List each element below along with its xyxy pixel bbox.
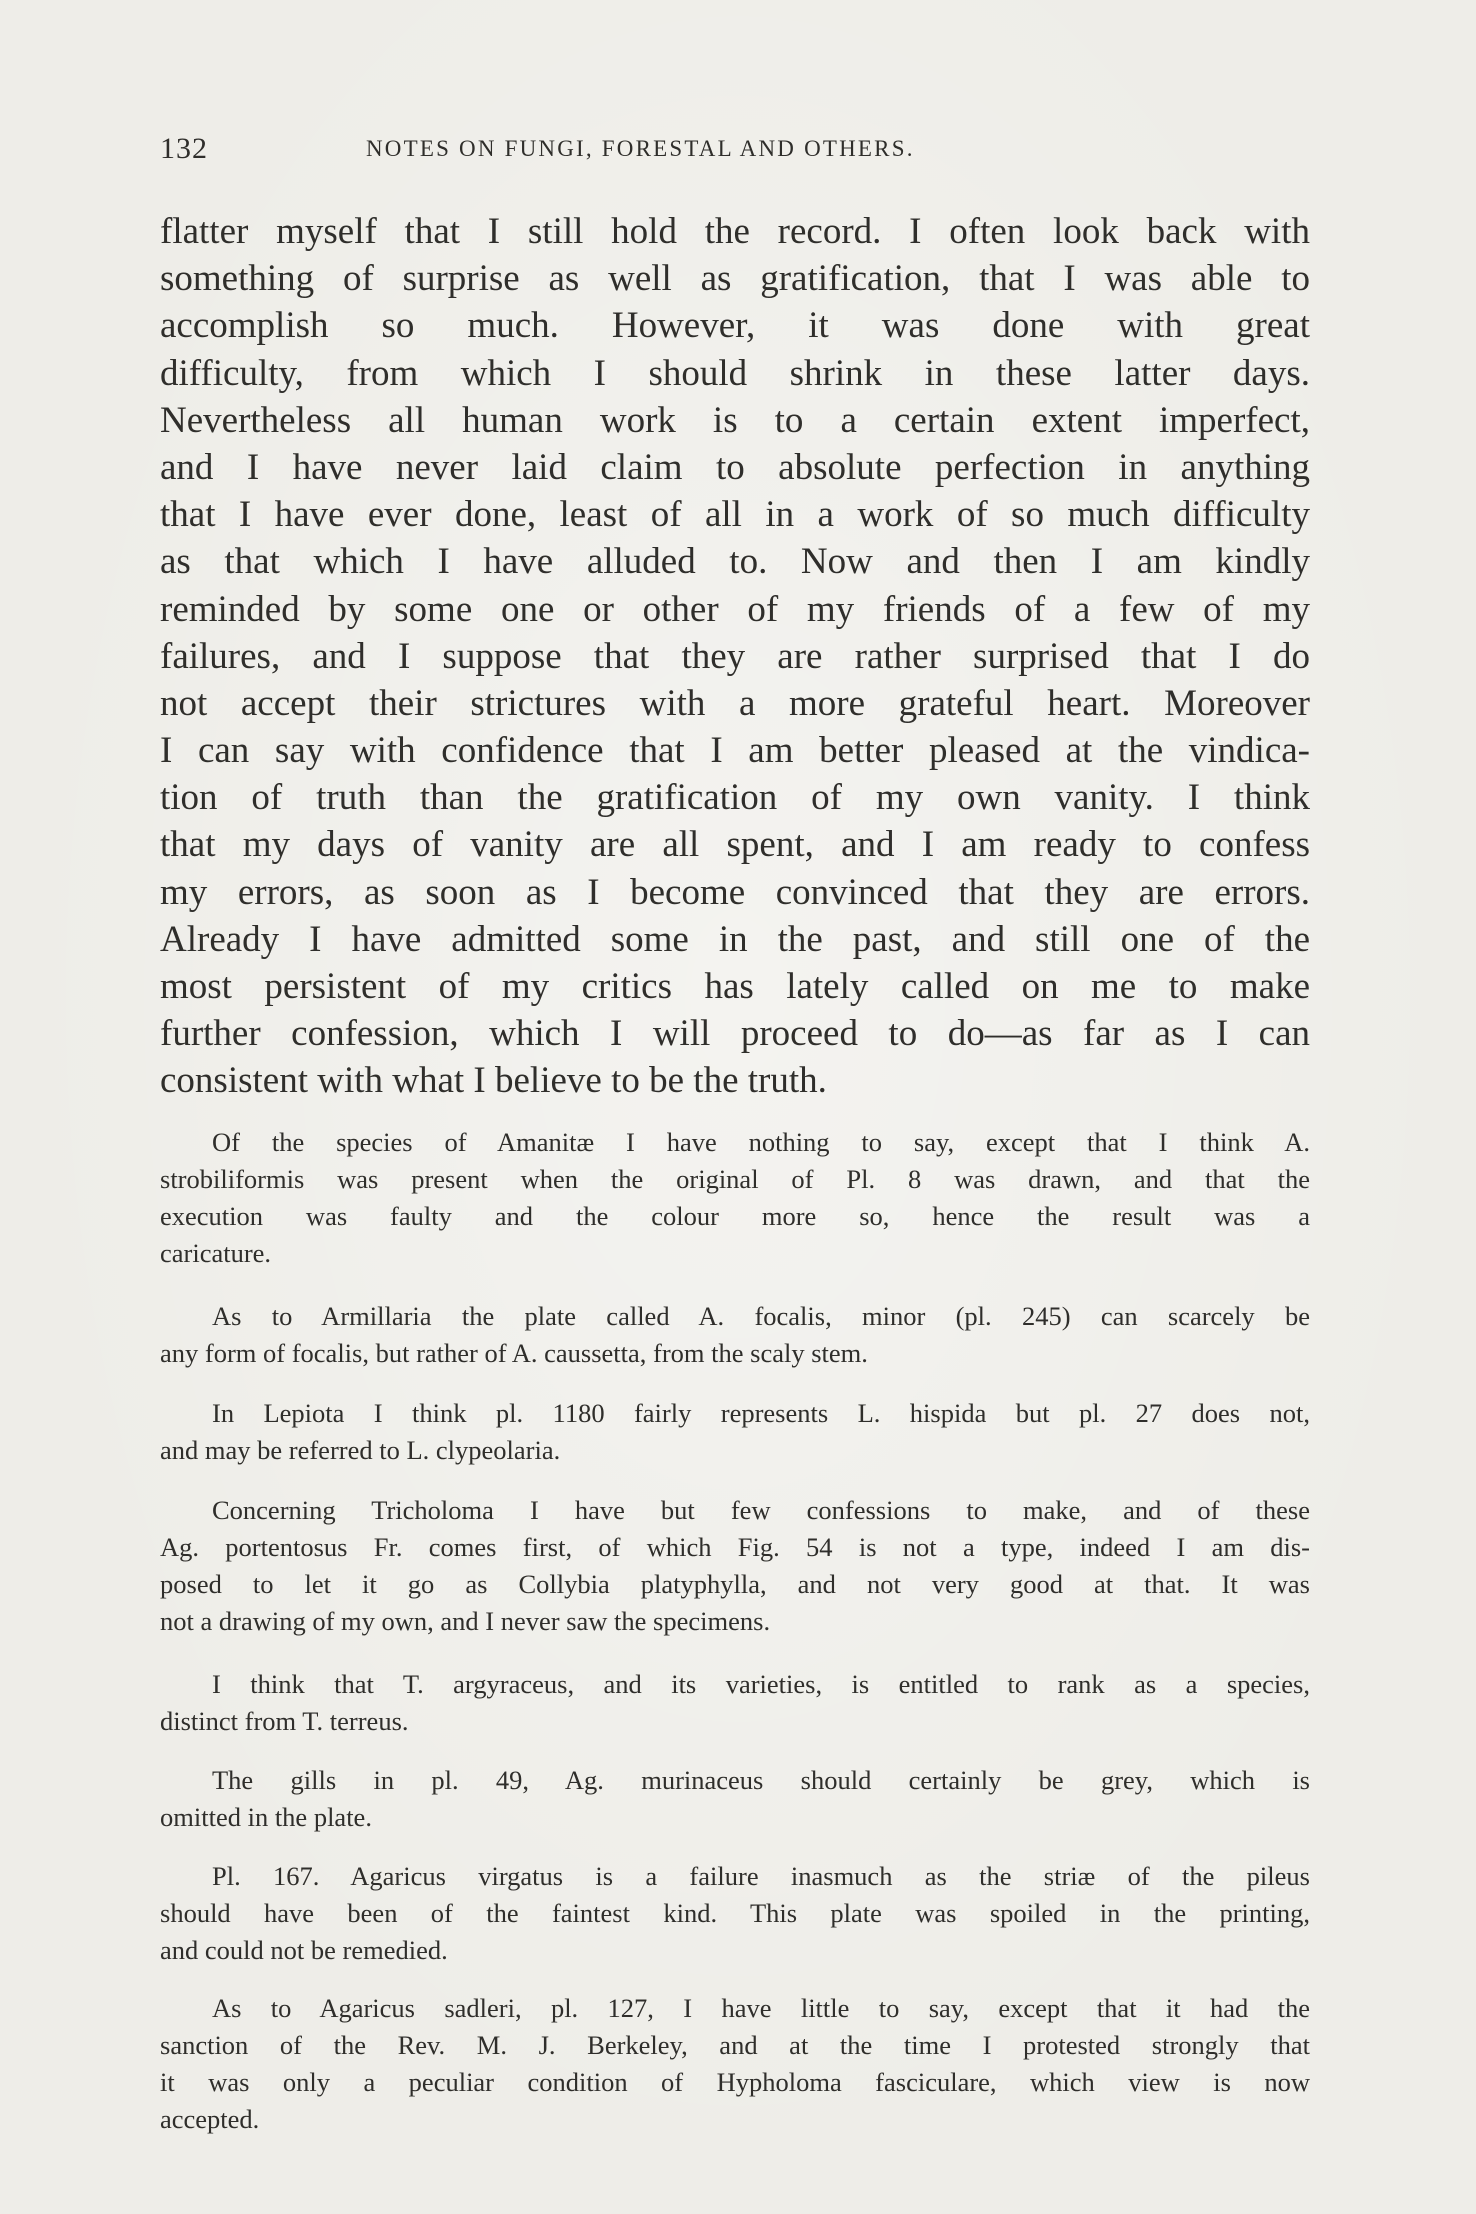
note-line: posed to let it go as Collybia platyphylla, and not very good at that. It was: [160, 1569, 1310, 1599]
note-line: The gills in pl. 49, Ag. murinaceus should certainly be grey, which is: [212, 1765, 1310, 1795]
note-line: and may be referred to L. clypeolaria.: [160, 1435, 561, 1465]
text-line: failures, and I suppose that they are rather surprised that I do: [160, 635, 1310, 677]
note-tricholoma: [160, 1492, 1310, 1640]
note-line: Concerning Tricholoma I have but few confessions to make, and of these: [212, 1495, 1310, 1525]
text-line: most persistent of my critics has lately called on me to make: [160, 966, 1310, 1007]
note-line: As to Agaricus sadleri, pl. 127, I have little to say, except that it had the: [212, 1993, 1310, 2023]
note-line: strobiliformis was present when the original of Pl. 8 was drawn, and that the: [160, 1164, 1310, 1194]
note-line: distinct from T. terreus.: [160, 1706, 409, 1736]
note-sadleri: [160, 1990, 1310, 2138]
text-line: consistent with what I believe to be the truth.: [160, 1060, 827, 1102]
note-virgatus: [160, 1858, 1310, 1969]
note-murinaceus: [160, 1762, 1310, 1836]
text-line: reminded by some one or other of my friends of a few of my: [160, 588, 1310, 630]
note-line: sanction of the Rev. M. J. Berkeley, and at the time I protested strongly that: [160, 2030, 1310, 2060]
note-armillaria: [160, 1298, 1310, 1372]
text-line: that my days of vanity are all spent, and I am ready to confess: [160, 824, 1310, 866]
note-line: accepted.: [160, 2104, 260, 2134]
note-line: should have been of the faintest kind. This plate was spoiled in the printing,: [160, 1898, 1310, 1928]
text-line: and I have never laid claim to absolute perfection in anything: [160, 446, 1310, 488]
text-line: difficulty, from which I should shrink in these latter days.: [160, 352, 1310, 394]
text-line: not accept their strictures with a more grateful heart. Moreover: [160, 682, 1310, 724]
note-line: and could not be remedied.: [160, 1935, 448, 1965]
note-line: omitted in the plate.: [160, 1802, 372, 1832]
text-line: further confession, which I will proceed to do—as far as I can: [160, 1013, 1310, 1055]
note-line: Ag. portentosus Fr. comes first, of which Fig. 54 is not a type, indeed I am dis-: [160, 1532, 1310, 1562]
note-argyraceus: [160, 1666, 1310, 1740]
note-line: it was only a peculiar condition of Hypholoma fasciculare, which view is now: [160, 2067, 1310, 2097]
text-line: that I have ever done, least of all in a work of so much difficulty: [160, 494, 1310, 536]
note-line: Of the species of Amanitæ I have nothing to say, except that I think A.: [212, 1127, 1310, 1157]
note-line: execution was faulty and the colour more so, hence the result was a: [160, 1201, 1310, 1231]
note-line: As to Armillaria the plate called A. focalis, minor (pl. 245) can scarcely be: [212, 1301, 1310, 1331]
text-line: Nevertheless all human work is to a certain extent imperfect,: [160, 399, 1310, 441]
note-line: not a drawing of my own, and I never saw the specimens.: [160, 1606, 771, 1636]
text-line: I can say with confidence that I am better pleased at the vindica-: [160, 730, 1310, 772]
text-line: as that which I have alluded to. Now and then I am kindly: [160, 541, 1310, 583]
text-line: tion of truth than the gratification of my own vanity. I think: [160, 777, 1310, 819]
text-line: Already I have admitted some in the past, and still one of the: [160, 918, 1310, 960]
text-line: flatter myself that I still hold the record. I often look back with: [160, 211, 1310, 252]
note-line: Pl. 167. Agaricus virgatus is a failure inasmuch as the striæ of the pileus: [212, 1861, 1310, 1891]
note-line: caricature.: [160, 1238, 272, 1268]
page-number: 132: [160, 132, 208, 165]
text-line: something of surprise as well as gratification, that I was able to: [160, 258, 1310, 300]
note-lepiota: [160, 1395, 1310, 1469]
note-line: I think that T. argyraceus, and its varieties, is entitled to rank as a species,: [212, 1669, 1310, 1699]
text-line: accomplish so much. However, it was done with great: [160, 305, 1310, 347]
note-line: In Lepiota I think pl. 1180 fairly represents L. hispida but pl. 27 does not,: [212, 1398, 1310, 1428]
main-paragraph: [160, 208, 1310, 1105]
note-amanitae: [160, 1124, 1310, 1272]
text-line: my errors, as soon as I become convinced that they are errors.: [160, 871, 1310, 913]
note-line: any form of focalis, but rather of A. caussetta, from the scaly stem.: [160, 1338, 868, 1368]
running-head: NOTES ON FUNGI, FORESTAL AND OTHERS.: [366, 136, 915, 161]
page-header: [160, 132, 1310, 172]
